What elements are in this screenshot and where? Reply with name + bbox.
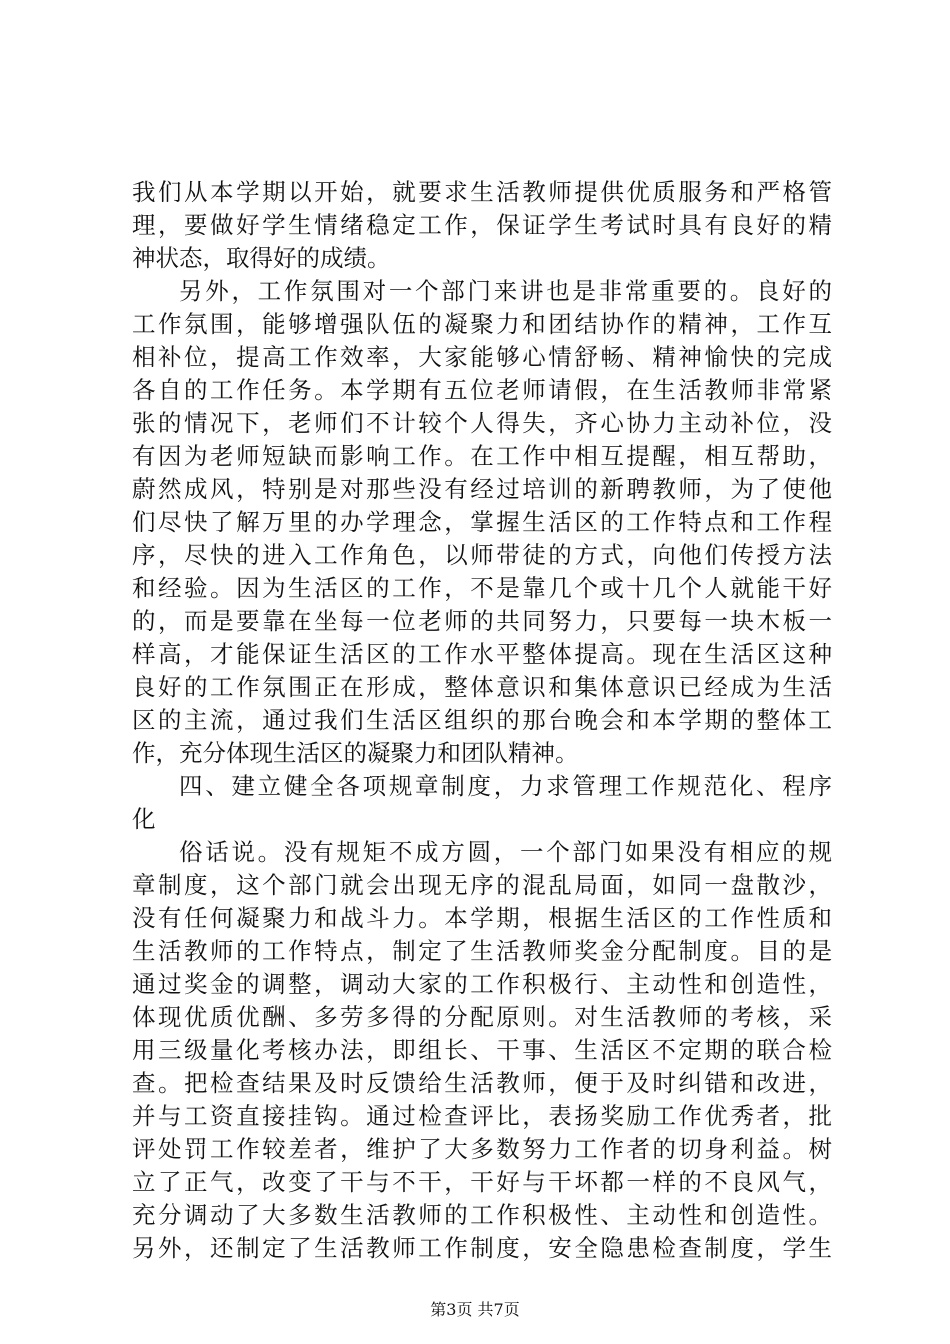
- text-line: 作，充分体现生活区的凝聚力和团队精神。: [132, 739, 579, 767]
- text-line: 理，要做好学生情绪稳定工作，保证学生考试时具有良好的精: [132, 211, 832, 239]
- text-line: 另外，还制定了生活教师工作制度，安全隐患检查制度，学生: [132, 1234, 832, 1262]
- text-line: 蔚然成风，特别是对那些没有经过培训的新聘教师，为了使他: [132, 475, 832, 503]
- text-line: 体现优质优酬、多劳多得的分配原则。对生活教师的考核，采: [132, 1003, 832, 1031]
- text-line: 神状态，取得好的成绩。: [132, 244, 391, 272]
- text-line: 相补位，提高工作效率，大家能够心情舒畅、精神愉快的完成: [132, 343, 832, 371]
- text-line: 工作氛围，能够增强队伍的凝聚力和团结协作的精神，工作互: [132, 310, 832, 338]
- text-line: 评处罚工作较差者，维护了大多数努力工作者的切身利益。树: [132, 1135, 832, 1163]
- text-line: 查。把检查结果及时反馈给生活教师，便于及时纠错和改进，: [132, 1069, 832, 1097]
- text-line: 和经验。因为生活区的工作，不是靠几个或十几个人就能干好: [132, 574, 832, 602]
- text-line: 样高，才能保证生活区的工作水平整体提高。现在生活区这种: [132, 640, 832, 668]
- page-number-footer: 第3页 共7页: [430, 1300, 520, 1319]
- text-line: 立了正气，改变了干与不干，干好与干坏都一样的不良风气，: [132, 1168, 832, 1196]
- paragraph-start-line: 俗话说。没有规矩不成方圆，一个部门如果没有相应的规: [179, 838, 832, 866]
- text-line: 充分调动了大多数生活教师的工作积极性、主动性和创造性。: [132, 1201, 832, 1229]
- text-line: 序，尽快的进入工作角色，以师带徒的方式，向他们传授方法: [132, 541, 832, 569]
- section-heading-line: 四、建立健全各项规章制度，力求管理工作规范化、程序: [179, 772, 832, 800]
- paragraph-start-line: 另外，工作氛围对一个部门来讲也是非常重要的。良好的: [179, 277, 832, 305]
- text-line: 有因为老师短缺而影响工作。在工作中相互提醒，相互帮助，: [132, 442, 832, 470]
- text-line: 通过奖金的调整，调动大家的工作积极行、主动性和创造性，: [132, 970, 832, 998]
- text-line: 区的主流，通过我们生活区组织的那台晚会和本学期的整体工: [132, 706, 832, 734]
- text-line: 们尽快了解万里的办学理念，掌握生活区的工作特点和工作程: [132, 508, 832, 536]
- text-line: 并与工资直接挂钩。通过检查评比，表扬奖励工作优秀者，批: [132, 1102, 832, 1130]
- body-text: [132, 176, 832, 1265]
- text-line: 我们从本学期以开始，就要求生活教师提供优质服务和严格管: [132, 178, 832, 206]
- text-line: 没有任何凝聚力和战斗力。本学期，根据生活区的工作性质和: [132, 904, 832, 932]
- text-line: 的，而是要靠在坐每一位老师的共同努力，只要每一块木板一: [132, 607, 832, 635]
- text-line: 良好的工作氛围正在形成，整体意识和集体意识已经成为生活: [132, 673, 832, 701]
- text-line: 用三级量化考核办法，即组长、干事、生活区不定期的联合检: [132, 1036, 832, 1064]
- text-line: 各自的工作任务。本学期有五位老师请假，在生活教师非常紧: [132, 376, 832, 404]
- text-line: 章制度，这个部门就会出现无序的混乱局面，如同一盘散沙，: [132, 871, 832, 899]
- text-line: 张的情况下，老师们不计较个人得失，齐心协力主动补位，没: [132, 409, 832, 437]
- section-heading-line: 化: [132, 805, 156, 833]
- text-line: 生活教师的工作特点，制定了生活教师奖金分配制度。目的是: [132, 937, 832, 965]
